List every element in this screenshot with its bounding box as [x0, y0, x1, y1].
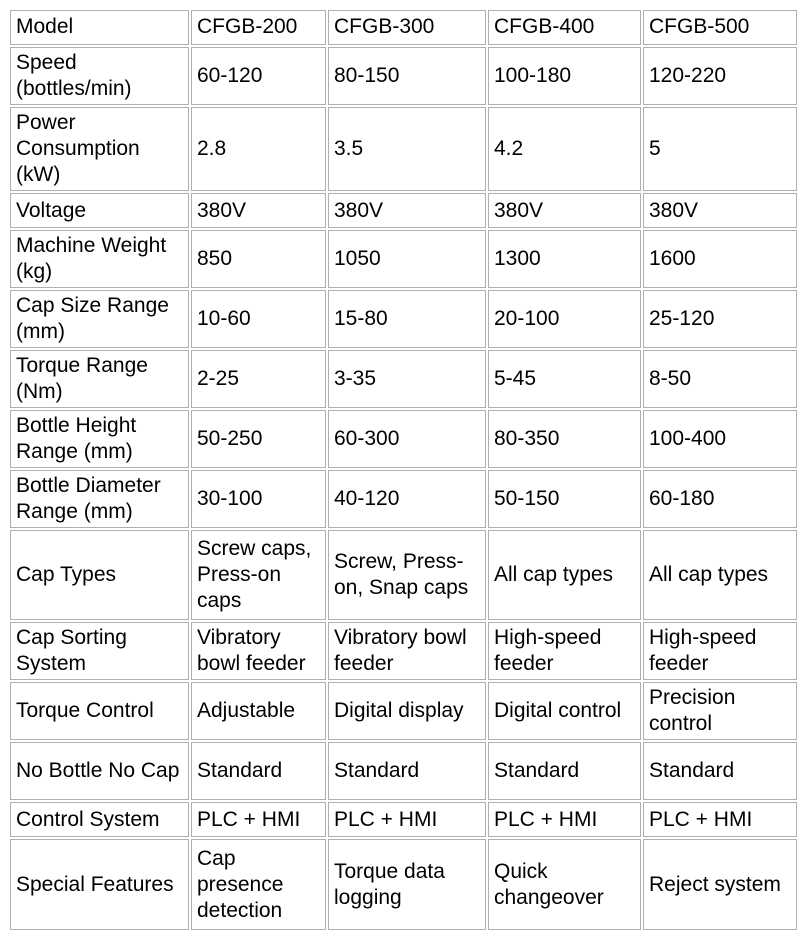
table-row — [10, 350, 797, 408]
value-cell: 100-400 — [643, 410, 797, 468]
header-cell-model: CFGB-300 — [328, 10, 486, 45]
value-cell: 15-80 — [328, 290, 486, 348]
value-cell: Reject system — [643, 839, 797, 930]
value-cell: Standard — [643, 742, 797, 800]
value-cell: 4.2 — [488, 107, 641, 191]
table-row — [10, 230, 797, 288]
value-cell: High-speed feeder — [643, 622, 797, 680]
value-cell: Quick changeover — [488, 839, 641, 930]
table-row — [10, 839, 797, 930]
table-row — [10, 47, 797, 105]
value-cell: All cap types — [643, 530, 797, 621]
value-cell: Precision control — [643, 682, 797, 740]
table-row — [10, 622, 797, 680]
value-cell: Vibratory bowl feeder — [328, 622, 486, 680]
row-label-cell: Bottle Height Range (mm) — [10, 410, 189, 468]
value-cell: 5 — [643, 107, 797, 191]
row-label-cell: Bottle Diameter Range (mm) — [10, 470, 189, 528]
value-cell: 80-350 — [488, 410, 641, 468]
row-label-cell: Voltage — [10, 193, 189, 228]
row-label-cell: Machine Weight (kg) — [10, 230, 189, 288]
value-cell: All cap types — [488, 530, 641, 621]
header-cell-model: CFGB-500 — [643, 10, 797, 45]
value-cell: PLC + HMI — [191, 802, 326, 837]
value-cell: 380V — [191, 193, 326, 228]
value-cell: 2-25 — [191, 350, 326, 408]
value-cell: 380V — [643, 193, 797, 228]
table-row — [10, 470, 797, 528]
value-cell: PLC + HMI — [488, 802, 641, 837]
value-cell: Standard — [488, 742, 641, 800]
value-cell: 850 — [191, 230, 326, 288]
value-cell: 1600 — [643, 230, 797, 288]
value-cell: 10-60 — [191, 290, 326, 348]
header-cell-model: CFGB-200 — [191, 10, 326, 45]
value-cell: 30-100 — [191, 470, 326, 528]
value-cell: 3.5 — [328, 107, 486, 191]
value-cell: 3-35 — [328, 350, 486, 408]
value-cell: Standard — [328, 742, 486, 800]
value-cell: PLC + HMI — [643, 802, 797, 837]
value-cell: 1300 — [488, 230, 641, 288]
value-cell: High-speed feeder — [488, 622, 641, 680]
table-row — [10, 193, 797, 228]
value-cell: 60-300 — [328, 410, 486, 468]
value-cell: Vibratory bowl feeder — [191, 622, 326, 680]
table-row — [10, 530, 797, 621]
value-cell: Digital control — [488, 682, 641, 740]
value-cell: 50-250 — [191, 410, 326, 468]
row-label-cell: Power Consumption (kW) — [10, 107, 189, 191]
row-label-cell: Special Features — [10, 839, 189, 930]
row-label-cell: Torque Range (Nm) — [10, 350, 189, 408]
table-row — [10, 410, 797, 468]
spec-table — [8, 8, 799, 932]
row-label-cell: Cap Sorting System — [10, 622, 189, 680]
value-cell: 5-45 — [488, 350, 641, 408]
row-label-cell: No Bottle No Cap — [10, 742, 189, 800]
value-cell: 50-150 — [488, 470, 641, 528]
value-cell: 120-220 — [643, 47, 797, 105]
value-cell: 60-180 — [643, 470, 797, 528]
header-cell-label: Model — [10, 10, 189, 45]
row-label-cell: Cap Size Range (mm) — [10, 290, 189, 348]
table-row — [10, 682, 797, 740]
value-cell: PLC + HMI — [328, 802, 486, 837]
value-cell: 380V — [328, 193, 486, 228]
value-cell: 380V — [488, 193, 641, 228]
table-row — [10, 107, 797, 191]
value-cell: Screw caps, Press-on caps — [191, 530, 326, 621]
table-row — [10, 742, 797, 800]
value-cell: Standard — [191, 742, 326, 800]
row-label-cell: Speed (bottles/min) — [10, 47, 189, 105]
value-cell: 8-50 — [643, 350, 797, 408]
value-cell: Digital display — [328, 682, 486, 740]
value-cell: Adjustable — [191, 682, 326, 740]
header-cell-model: CFGB-400 — [488, 10, 641, 45]
table-row — [10, 802, 797, 837]
row-label-cell: Torque Control — [10, 682, 189, 740]
value-cell: Cap presence detection — [191, 839, 326, 930]
value-cell: 60-120 — [191, 47, 326, 105]
row-label-cell: Control System — [10, 802, 189, 837]
value-cell: Torque data logging — [328, 839, 486, 930]
value-cell: 40-120 — [328, 470, 486, 528]
value-cell: 80-150 — [328, 47, 486, 105]
value-cell: 100-180 — [488, 47, 641, 105]
value-cell: 20-100 — [488, 290, 641, 348]
table-header-row — [10, 10, 797, 45]
value-cell: 1050 — [328, 230, 486, 288]
row-label-cell: Cap Types — [10, 530, 189, 621]
table-row — [10, 290, 797, 348]
value-cell: 2.8 — [191, 107, 326, 191]
value-cell: Screw, Press-on, Snap caps — [328, 530, 486, 621]
table-body — [10, 10, 797, 930]
value-cell: 25-120 — [643, 290, 797, 348]
